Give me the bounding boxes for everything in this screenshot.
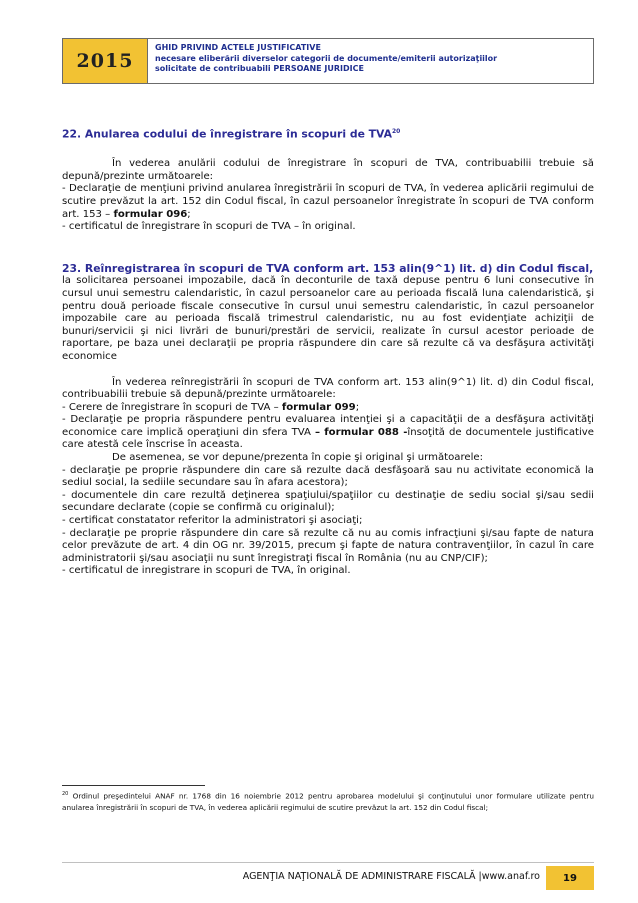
section-23-condition: la solicitarea persoanei impozabile, dacă în deconturile de taxă depuse pentru 6 luni consecutive în cursul unui semestru calendaristic, în cazul persoanelor care au perioada fiscală luna calendaristică, şi pentru două perioade fiscale consecutive în cursul unui semestru calendaristic, în cazul persoanelor impozabile care au perioada fiscală trimestrul calendaristic, nu au fost evidenţiate achiziţii de bunuri/servicii şi nici livrări de bunuri/prestări de servicii, realizate în cursul acestor perioade de raportare, pe baza unei declaraţii pe propria răspundere din care să rezulte că va desfăşura activităţi economice — [62, 275, 594, 362]
section-22-title: 22. Anularea codului de înregistrare în scopuri de TVA$^{20}$ — [62, 127, 401, 141]
section-22-intro: În vederea anulării codului de înregistrare în scopuri de TVA, contribuabilii trebuie să depună/prezinte următoarele: — [62, 158, 594, 182]
header-line-1: GHID PRIVIND ACTELE JUSTIFICATIVE — [155, 43, 321, 52]
header-year: 2015 — [63, 39, 148, 83]
list-item: - documentele din care rezultă deţinerea spaţiului/spaţiilor cu destinaţie de sediu social şi/sau sedii secundare declarate (copie se confirmă cu originalul); — [62, 489, 594, 514]
list-item: - certificatul de inregistrare in scopuri de TVA, în original. — [62, 565, 351, 577]
footnote-number: 20 — [62, 791, 69, 797]
header-line-2: necesare eliberării diverselor categorii de documente/emiterii autorizaţiilor — [155, 53, 498, 63]
section-22-item-2: - certificatul de înregistrare în scopuri de TVA – în original. — [62, 221, 356, 233]
footnote-text: Ordinul preşedintelui ANAF nr. 1768 din 16 noiembrie 2012 pentru aprobarea modelului şi conţinutului unor formulare utilizate pentru anularea înregistrării în scopuri de TVA, în vederea aplicării regimului de scutire prevăzut la art. 152 din Codul fiscal; — [62, 791, 594, 813]
list-item: - declaraţie pe proprie răspundere din care să rezulte dacă desfăşoară sau nu activitate economică la sediul social, la sediile secundare sau în afara acestora); — [62, 464, 594, 489]
list-item: - declaraţie pe proprie răspundere din care să rezulte că nu au comis infracţiuni şi/sau fapte de natura celor prevăzute de art. 4 din OG nr. 39/2015, precum şi fapte de natura contravenţiilor, în cazul în care administratorii şi/sau asociaţii nu sunt înregistraţi fiscal în România (nu au CNP/CIF); — [62, 527, 594, 564]
main-content — [62, 126, 594, 578]
footer-divider — [62, 862, 594, 863]
section-23-item-2: - Declaraţie pe propria răspundere pentru evaluarea intenţiei şi a capacităţii de a desfăşura activităţi economice care implică operaţiuni din sfera TVA – formular 088 -însoţită de documentele justificative care atestă cele înscrise în aceasta. — [62, 414, 594, 451]
footnote-divider — [62, 785, 205, 786]
page-header — [62, 38, 594, 84]
list-item: - certificat constatator referitor la administratori şi asociaţi; — [62, 515, 363, 527]
section-23-title: 23. Reînregistrarea în scopuri de TVA conform art. 153 alin(9^1) lit. d) din Codul fiscal, — [62, 261, 594, 275]
footnote-ref[interactable]: 20 — [392, 128, 401, 135]
page-footer — [62, 866, 594, 890]
section-23-item-1: - Cerere de înregistrare în scopuri de TVA – formular 099; — [62, 401, 360, 413]
header-title — [148, 39, 497, 83]
footnote — [62, 789, 594, 814]
section-22-item-1: - Declaraţie de menţiuni privind anularea înregistrării în scopuri de TVA, în vederea aplicării regimului de scutire prevăzut la art. 152 din Codul fiscal, în cazul persoanelor înregistrate în scopuri de TVA conform art. 153 – formular 096; — [62, 183, 594, 220]
page-number: 19 — [546, 866, 594, 890]
section-23-also: De asemenea, se vor depune/prezenta în copie şi original şi următoarele: — [112, 452, 484, 464]
section-23-intro: În vederea reînregistrării în scopuri de TVA conform art. 153 alin(9^1) lit. d) din Codul fiscal, contribuabilii trebuie să depună/prezinte următoarele: — [62, 376, 594, 401]
footer-agency[interactable]: AGENŢIA NAŢIONALĂ DE ADMINISTRARE FISCALĂ |www.anaf.ro — [242, 871, 540, 882]
header-line-3: solicitate de contribuabili PERSOANE JURIDICE — [155, 64, 364, 73]
